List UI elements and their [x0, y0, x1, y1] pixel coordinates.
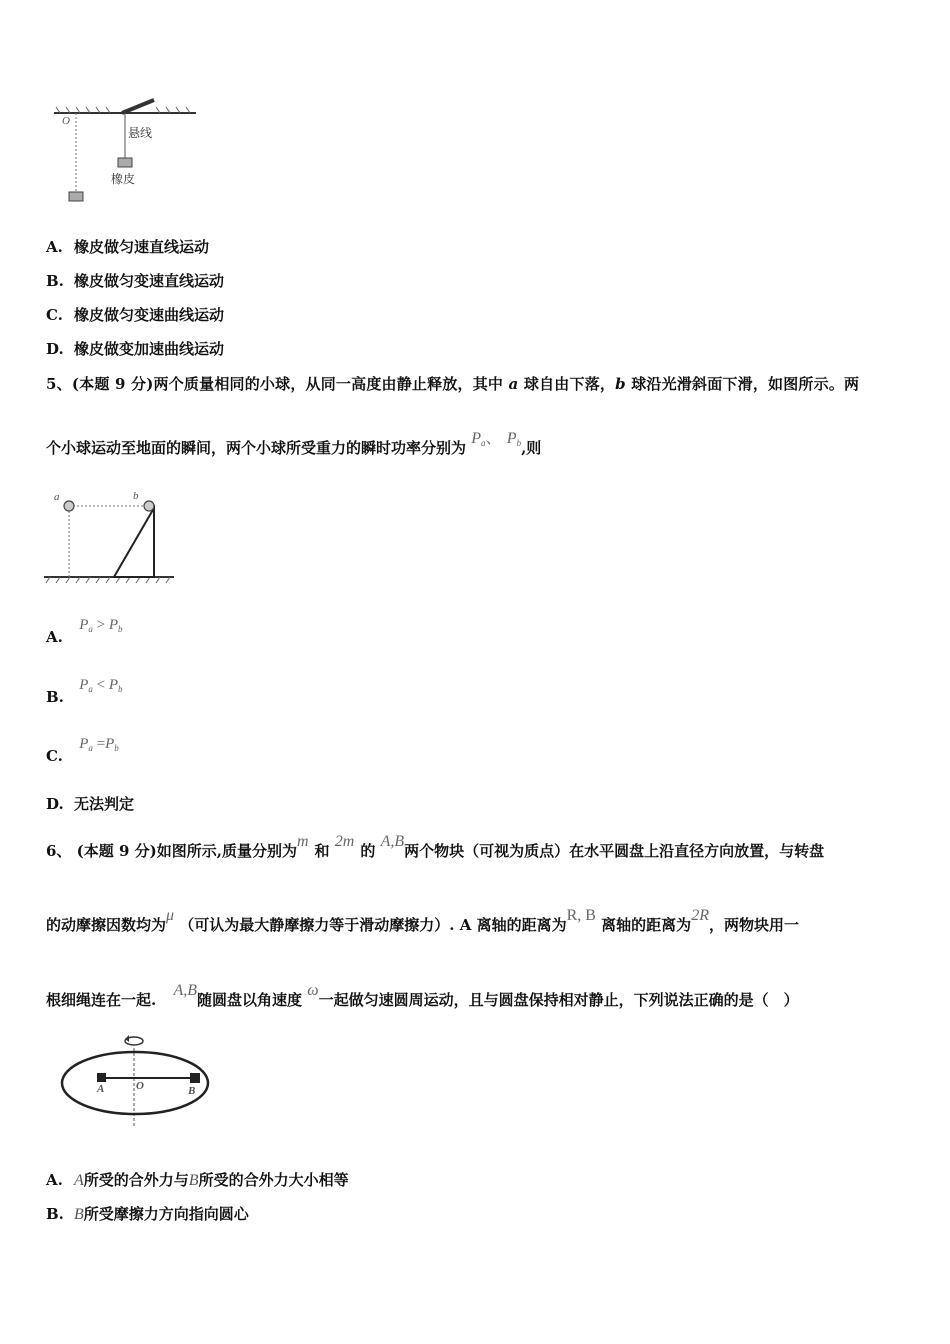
figure-eraser-string: [50, 95, 200, 210]
q6-stem-line1: 6、 (本题 9 分)如图所示,质量分别为m和 2m的 A,B两个物块（可视为质点）在水平圆盘上沿直径方向放置，与转盘: [46, 833, 825, 860]
q6-option-a: A. A所受的合外力与B所受的合外力大小相等: [46, 1171, 349, 1189]
fig1-eraser-label: 橡皮: [111, 172, 136, 186]
q5-option-c-expr: $P_a =P_b$: [79, 736, 119, 753]
fig2-a-label: a: [54, 491, 60, 503]
q6-option-b: B. B所受摩擦力方向指向圆心: [46, 1205, 249, 1223]
q5-stem-line1: 5、(本题 9 分)两个质量相同的小球，从同一高度由静止释放，其中 a 球自由下落，b 球沿光滑斜面下滑，如图所示。两: [46, 375, 860, 393]
q4-option-d: D. 橡皮做变加速曲线运动: [46, 340, 225, 358]
q4-option-a: A. 橡皮做匀速直线运动: [46, 238, 210, 256]
figure-rotating-disk: [55, 1030, 220, 1135]
q6-stem-line3: 根细绳连在一起. A,B随圆盘以角速度 ω一起做匀速圆周运动，且与圆盘保持相对静止，下列说法正确的是（ ）: [46, 982, 799, 1009]
q5-option-a-expr: $P_a > P_b$: [79, 617, 123, 634]
q5-pb-symbol: $P_b$: [506, 430, 522, 448]
q6-stem-line2: 的动摩擦因数均为μ （可认为最大静摩擦力等于滑动摩擦力）. A 离轴的距离为R, B 离轴的距离为2R，两物块用一: [46, 907, 799, 934]
q5-option-c: C. $P_a =P_b$: [46, 736, 119, 765]
q5-option-d: D. 无法判定: [46, 795, 135, 813]
figure-free-fall-incline: [44, 488, 179, 588]
fig2-b-label: b: [133, 490, 139, 502]
fig1-o-label: O: [62, 115, 70, 127]
fig3-b-label: B: [188, 1085, 196, 1097]
q5-pa-symbol: $P_a$: [471, 430, 486, 448]
eraser-diagram: [50, 95, 200, 210]
fig1-string-label: 悬线: [128, 126, 153, 140]
fig3-a-label: A: [97, 1083, 105, 1095]
q5-option-b-expr: $P_a < P_b$: [79, 677, 123, 694]
q5-option-a: A. $P_a > P_b$: [46, 617, 123, 646]
q4-option-c: C. 橡皮做匀变速曲线运动: [46, 306, 225, 324]
q4-option-b: B. 橡皮做匀变速直线运动: [46, 272, 225, 290]
fig3-o-label: O: [136, 1080, 144, 1092]
q5-stem-line2: 个小球运动至地面的瞬间，两个小球所受重力的瞬时功率分别为 $P_a$、 $P_b$,则: [46, 430, 542, 457]
q5-option-b: B. $P_a < P_b$: [46, 677, 123, 706]
incline-diagram: [44, 488, 179, 588]
